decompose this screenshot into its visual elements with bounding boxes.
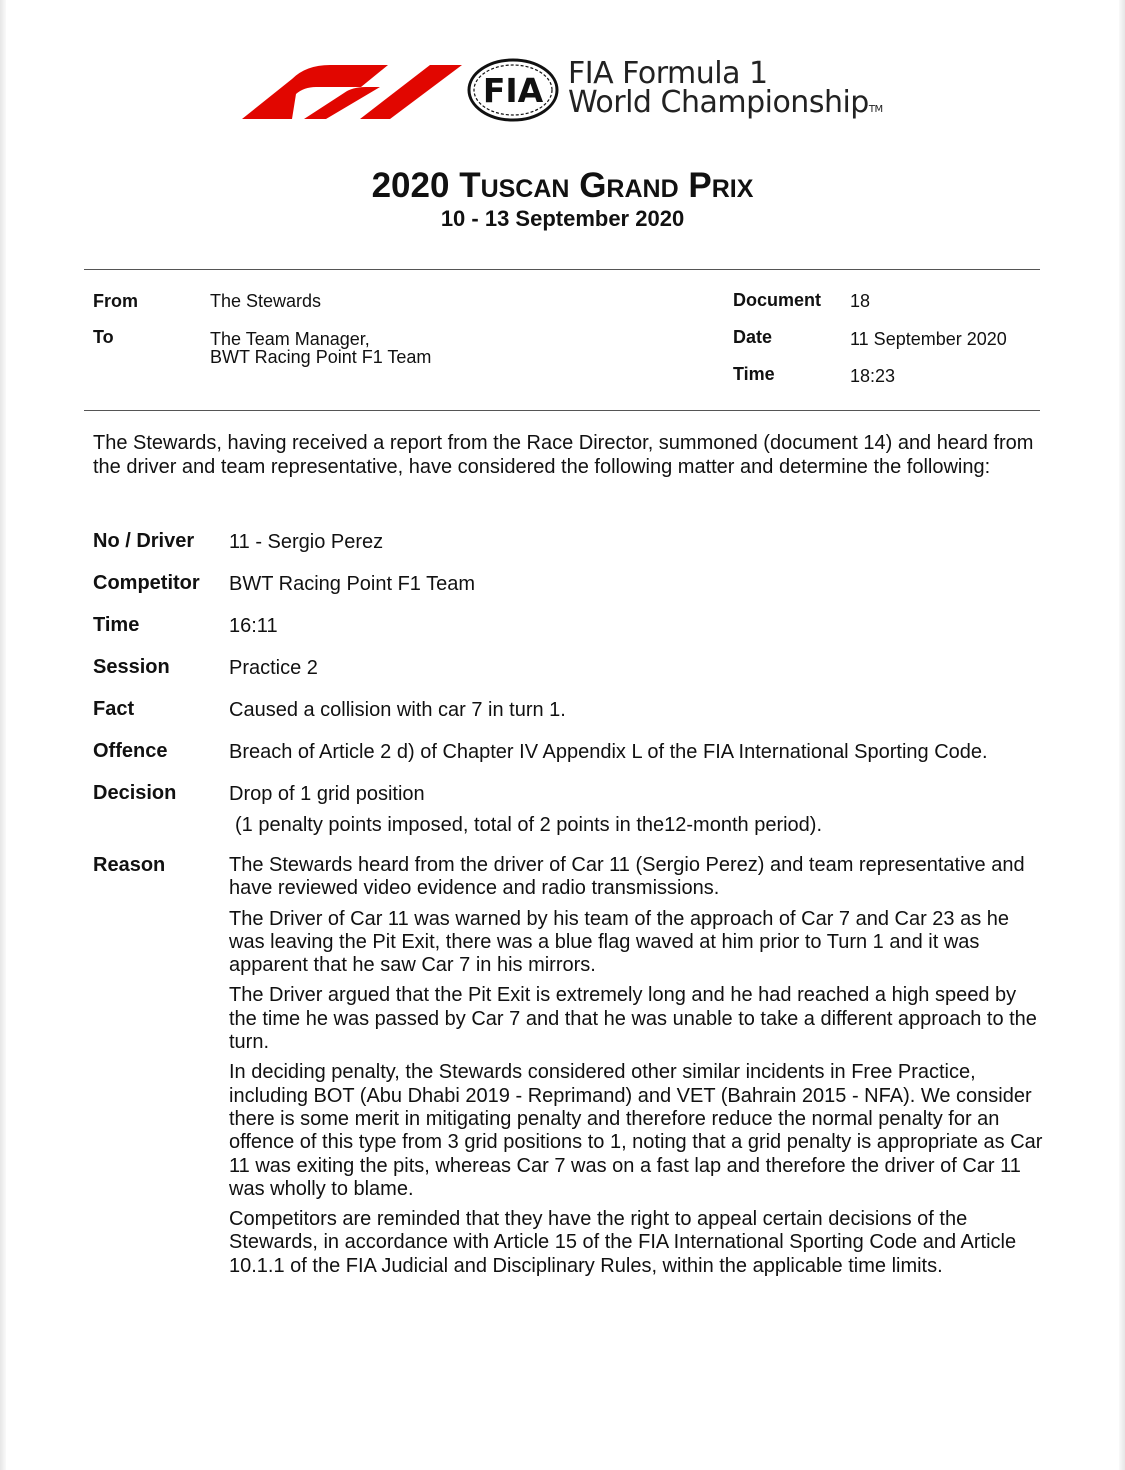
competitor-value: BWT Racing Point F1 Team	[229, 573, 476, 595]
event-name: Tuscan Grand Prix	[459, 166, 754, 205]
offence-label: Offence	[93, 740, 168, 762]
header-divider	[84, 269, 1040, 270]
championship-wordmark	[568, 56, 883, 124]
date-value: 11 September 2020	[850, 329, 1007, 349]
reason-label: Reason	[93, 854, 166, 876]
meta-divider	[84, 410, 1040, 411]
championship-line-1: FIA Formula 1	[568, 56, 768, 91]
document-header	[240, 55, 940, 130]
driver-value: 11 - Sergio Perez	[229, 531, 384, 553]
trademark-mark: TM	[868, 104, 883, 115]
to-value-line-1: The Team Manager,	[210, 329, 370, 349]
from-label: From	[93, 291, 138, 311]
event-title	[0, 166, 1125, 206]
decision-note: (1 penalty points imposed, total of 2 points in the12-month period).	[235, 814, 823, 836]
date-label: Date	[733, 327, 773, 347]
event-dates: 10 - 13 September 2020	[440, 206, 685, 231]
fia-logo-icon	[466, 57, 560, 123]
fact-value: Caused a collision with car 7 in turn 1.	[229, 699, 566, 721]
reason-paragraph: In deciding penalty, the Stewards considered other similar incidents in Free Practice, including BOT (Abu Dhabi 2019 - Reprimand) and VET (Bahrain 2015 - NFA). We consider there is some merit in mitigating penalty and therefore reduce the normal penalty for an offence of this type from 3 grid positions to 1, noting that a grid penalty is appropriate as Car 11 was exiting the pits, whereas Car 7 was on a fast lap and therefore the driver of Car 11 was wholly to blame.	[229, 1061, 1043, 1200]
document-label: Document	[733, 290, 822, 310]
championship-line-2: World ChampionshipTM	[568, 85, 883, 120]
reason-paragraph: The Driver of Car 11 was warned by his team of the approach of Car 7 and Car 23 as he was leaving the Pit Exit, there was a blue flag waved at him prior to Turn 1 and it was apparent that he saw Car 7 in his mirrors.	[229, 907, 1010, 977]
time-field-value: 16:11	[229, 615, 278, 637]
to-label: To	[93, 327, 114, 347]
competitor-label: Competitor	[93, 572, 200, 594]
document-value: 18	[850, 291, 871, 311]
session-label: Session	[93, 656, 170, 678]
time-field-label: Time	[93, 614, 140, 636]
reason-paragraph: Competitors are reminded that they have the right to appeal certain decisions of the Stewards, in accordance with Article 15 of the FIA International Sporting Code and Article 10.1.1 of the FIA Judicial and Disciplinary Rules, within the applicable time limits.	[229, 1208, 1017, 1277]
reason-paragraph: The Driver argued that the Pit Exit is extremely long and he had reached a high speed by the time he was passed by Car 7 and that he was unable to take a different approach to the turn.	[229, 984, 1037, 1054]
session-value: Practice 2	[229, 657, 318, 679]
reason-body	[229, 854, 1044, 1285]
decision-value: Drop of 1 grid position	[229, 783, 425, 805]
decision-label: Decision	[93, 782, 177, 804]
from-value: The Stewards	[210, 291, 322, 311]
reason-paragraph: The Stewards heard from the driver of Car 11 (Sergio Perez) and team representative and have reviewed video evidence and radio transmissions.	[229, 854, 1025, 900]
fact-label: Fact	[93, 698, 135, 720]
time-label: Time	[733, 364, 775, 384]
fia-logo-text: FIA	[482, 71, 544, 110]
time-value: 18:23	[850, 366, 896, 386]
intro-paragraph: The Stewards, having received a report from the Race Director, summoned (document 14) and heard from the driver and team representative, have considered the following matter and determine the following:	[93, 432, 1034, 478]
to-value-line-2: BWT Racing Point F1 Team	[210, 347, 432, 367]
offence-value: Breach of Article 2 d) of Chapter IV Appendix L of the FIA International Sporting Code.	[229, 741, 988, 763]
event-year: 2020	[371, 166, 450, 205]
f1-logo-icon	[240, 61, 465, 119]
driver-label: No / Driver	[93, 530, 195, 552]
